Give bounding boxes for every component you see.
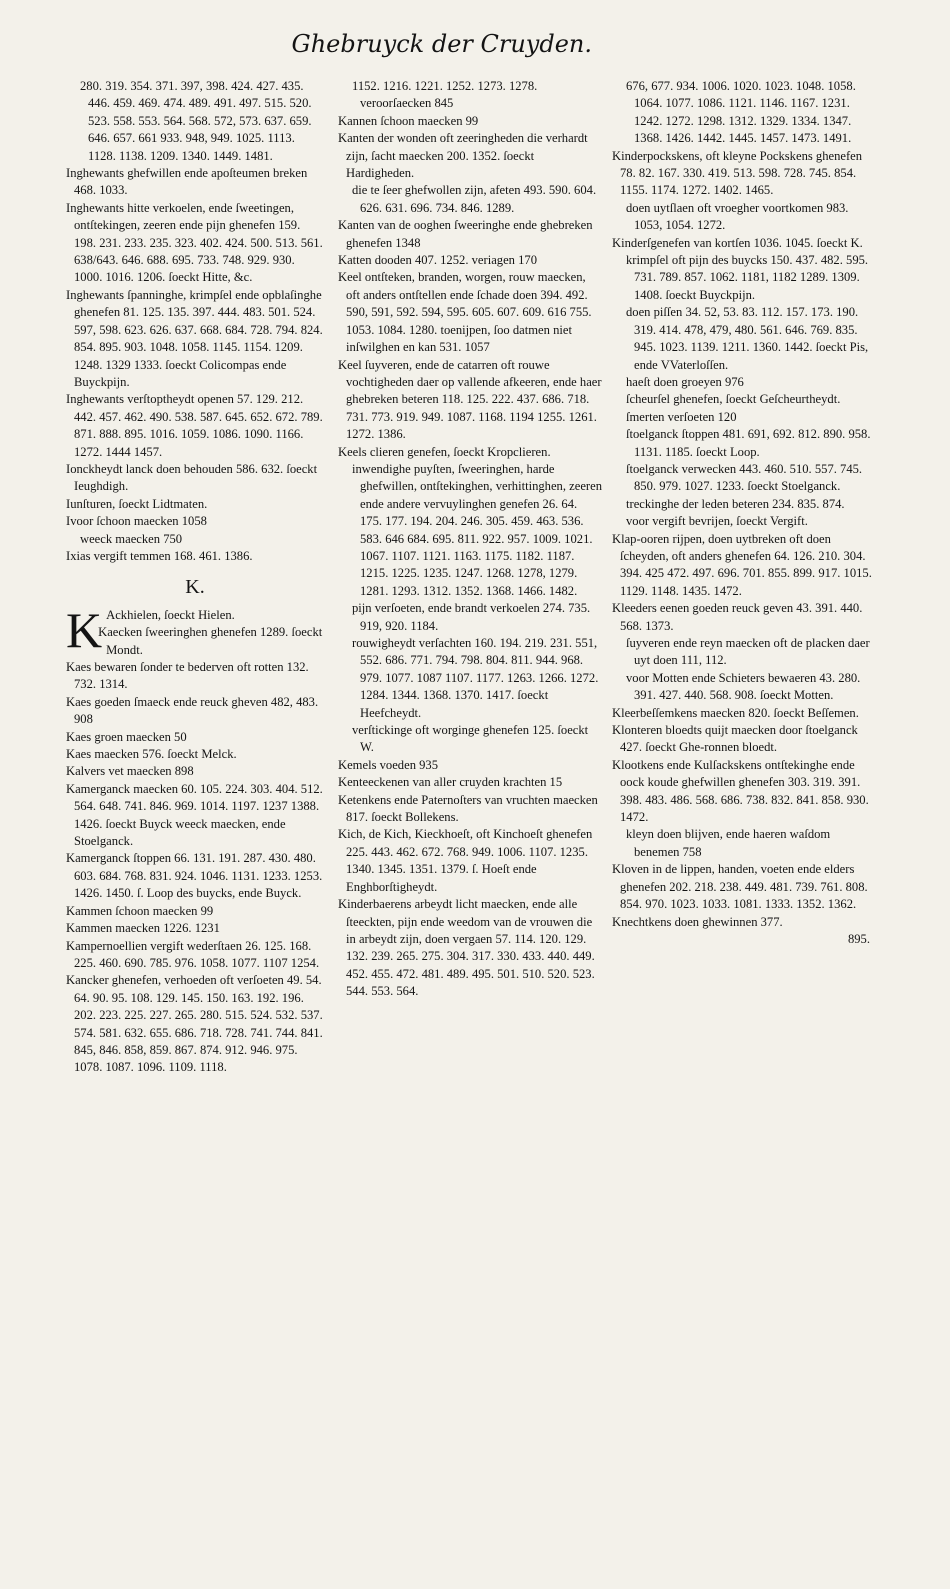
- index-entry-text: Kanten der wonden oft zeeringheden die verhardt zijn, ſacht maecken 200. 1352. ſoeckt Hardigheden.: [338, 131, 588, 181]
- index-entry-text: Klap-ooren rijpen, doen uytbreken oft doen ſcheyden, oft anders ghenefen 64. 126. 210. 304. 394. 425 472. 497. 696. 701. 855. 899. 917. 1015. 1129. 1148. 1435. 1472.: [612, 531, 872, 598]
- index-entry: [612, 861, 874, 913]
- index-entry: [612, 78, 874, 148]
- index-column-right: [612, 78, 874, 948]
- index-entry: [612, 635, 874, 670]
- index-entry-text: Keel ſuyveren, ende de catarren oft rouwe vochtigheden daer op vallende afkeeren, ende haer ghebreken beteren 118. 125. 222. 437. 686. 718. 731. 773. 919. 949. 1087. 1168. 1194 1255. 1261. 1272. 1386.: [338, 357, 602, 442]
- index-entry: [612, 531, 874, 601]
- index-entry: [66, 972, 324, 1076]
- index-entry: [66, 659, 324, 694]
- index-entry: [612, 148, 874, 200]
- index-entry-text: Kleerbeſſemkens maecken 820. ſoeckt Beſſemen.: [612, 705, 859, 720]
- index-entry: [612, 391, 874, 408]
- index-entry-text: Iunſturen, ſoeckt Lidtmaten.: [66, 496, 208, 511]
- index-entry-text: doen piſſen 34. 52, 53. 83. 112. 157. 173. 190. 319. 414. 478, 479, 480. 561. 646. 769. 835. 945. 1023. 1139. 1211. 1360. 1442. ſoeckt Pis, ende VVaterloſſen.: [626, 305, 869, 372]
- index-entry: [338, 600, 602, 635]
- index-entry-text: ſuyveren ende reyn maecken oft de placken daer uyt doen 111, 112.: [626, 636, 870, 668]
- index-entry-text: ſmerten verſoeten 120: [626, 409, 737, 424]
- index-entry-text: doen uytſlaen oft vroegher voortkomen 983. 1053, 1054. 1272.: [626, 200, 849, 233]
- index-entry: [338, 722, 602, 757]
- index-entry-text: Ionckheydt lanck doen behouden 586. 632. ſoeckt Ieughdigh.: [66, 461, 318, 494]
- index-entry-text: Kanten van de ooghen ſweeringhe ende ghebreken ghenefen 1348: [338, 218, 593, 250]
- index-entry: [612, 304, 874, 374]
- index-entry-text: Kamerganck maecken 60. 105. 224. 303. 404. 512. 564. 648. 741. 846. 969. 1014. 1197. 1237 1388. 1426. ſoeckt Buyck weeck maecken, ende Stoelganck.: [66, 781, 323, 849]
- index-entry-text: Kaes groen maecken 50: [66, 729, 187, 744]
- index-entry-text: 676, 677. 934. 1006. 1020. 1023. 1048. 1058. 1064. 1077. 1086. 1121. 1146. 1167. 1231. 1242. 1272. 1298. 1312. 1329. 1334. 1347. 1368. 1426. 1442. 1445. 1457. 1473. 1491.: [626, 79, 856, 146]
- index-entry: [338, 217, 602, 252]
- index-column-middle: [338, 78, 602, 1001]
- index-entry: [66, 461, 324, 496]
- index-entry: [612, 200, 874, 235]
- index-entry-text: Kloven in de lippen, handen, voeten ende elders ghenefen 202. 218. 238. 449. 481. 739. 761. 808. 854. 970. 1023. 1033. 1081. 1333. 1352. 1362.: [612, 862, 868, 912]
- index-entry: [612, 513, 874, 530]
- index-entry: [338, 113, 602, 130]
- index-entry: [66, 548, 324, 565]
- section-entry-list: [66, 601, 324, 1077]
- index-column-left: [66, 78, 324, 1077]
- index-entry-text: Kaes maecken 576. ſoeckt Melck.: [66, 747, 237, 762]
- index-entry-text: haeſt doen groeyen 976: [626, 374, 744, 389]
- index-entry-text: Ivoor ſchoon maecken 1058: [66, 514, 207, 529]
- entry-list: [66, 78, 324, 565]
- index-entry: [66, 200, 324, 287]
- index-entry-text: pijn verſoeten, ende brandt verkoelen 274. 735. 919, 920. 1184.: [352, 601, 591, 633]
- index-entry-text: weeck maecken 750: [80, 531, 183, 546]
- index-entry: [338, 792, 602, 827]
- index-entry-text: Keels clieren genefen, ſoeckt Kropclieren.: [338, 444, 551, 459]
- index-entry-text: Klootkens ende Kulſackskens ontſtekinghe ende oock koude ghefwillen ghenefen 303. 319. 391. 398. 483. 486. 568. 686. 738. 832. 841. 858. 930. 1472.: [612, 757, 869, 825]
- index-entry: [612, 426, 874, 461]
- index-entry: [612, 826, 874, 861]
- index-entry-text: ſcheurſel ghenefen, ſoeckt Geſcheurtheydt.: [626, 392, 841, 407]
- index-entry-text: Kaes goeden ſmaeck ende reuck gheven 482, 483. 908: [66, 694, 319, 727]
- index-entry: [338, 774, 602, 791]
- index-entry: [66, 729, 324, 746]
- index-entry-text: Kannen ſchoon maecken 99: [338, 113, 479, 128]
- index-entry-text: rouwigheydt verſachten 160. 194. 219. 231. 551, 552. 686. 771. 794. 798. 804. 811. 944. 968. 979. 1077. 1087 1107. 1177. 1263. 1266. 1272. 1284. 1344. 1368. 1370. 1417. ſoeckt Heefcheydt.: [352, 636, 599, 720]
- index-entry: [66, 920, 324, 937]
- index-entry: [66, 531, 324, 548]
- index-entry-text: treckinghe der leden beteren 234. 835. 874.: [626, 496, 845, 511]
- index-entry-text: Ixias vergift temmen 168. 461. 1386.: [66, 548, 253, 563]
- index-entry: [338, 635, 602, 722]
- index-entry: [66, 938, 324, 973]
- index-entry: [338, 78, 602, 113]
- index-entry-text: Keel ontſteken, branden, worgen, rouw maecken, oft anders ontſtellen ende ſchade doen 394. 492. 590, 591, 592. 594, 595. 605. 607. 609. 616 755. 1053. 1084. 1280. toenijpen, ſoo datmen niet inſwilghen en kan 531. 1057: [338, 270, 592, 355]
- index-entry-text: Inghewants verſtoptheydt openen 57. 129. 212. 442. 457. 462. 490. 538. 587. 645. 652. 672. 789. 871. 888. 895. 1016. 1059. 1086. 1090. 1166. 1272. 1444 1457.: [66, 392, 323, 459]
- index-entry-text: Kinderſgenefen van kortſen 1036. 1045. ſoeckt K.: [612, 235, 863, 250]
- index-entry: [66, 513, 324, 530]
- index-entry: [612, 722, 874, 757]
- index-entry-text: voor vergift bevrijen, ſoeckt Vergift.: [626, 514, 808, 529]
- index-entry: [66, 165, 324, 200]
- index-entry-text: die te ſeer ghefwollen zijn, afeten 493. 590. 604. 626. 631. 696. 734. 846. 1289.: [352, 183, 597, 215]
- index-entry: [338, 182, 602, 217]
- index-entry-text: Kancker ghenefen, verhoeden oft verſoeten 49. 54. 64. 90. 95. 108. 129. 145. 150. 163. 192. 196. 202. 223. 225. 227. 265. 280. 515. 524. 532. 537. 574. 581. 632. 655. 686. 718. 728. 741. 744. 841. 845, 846. 858, 859. 867. 874. 912. 946. 975. 1078. 1087. 1096. 1109. 1118.: [66, 973, 323, 1075]
- index-entry: [66, 903, 324, 920]
- drop-cap-letter: K: [66, 601, 103, 658]
- index-entry: [66, 763, 324, 780]
- section-letter: K.: [185, 576, 205, 599]
- index-entry-text: Ketenkens ende Paternoſters van vruchten maecken 817. ſoeckt Bollekens.: [338, 792, 598, 825]
- index-entry: [66, 496, 324, 513]
- index-entry: [66, 850, 324, 902]
- index-entry: [612, 461, 874, 496]
- index-entry-text: Katten dooden 407. 1252. veriagen 170: [338, 253, 538, 268]
- index-entry-text: Kinderpockskens, oft kleyne Pockskens ghenefen 78. 82. 167. 330. 419. 513. 598. 728. 745. 854. 1155. 1174. 1272. 1402. 1465.: [612, 148, 863, 198]
- index-entry: [612, 705, 874, 722]
- index-entry: [612, 374, 874, 391]
- index-entry: [612, 496, 874, 513]
- index-entry: [612, 252, 874, 304]
- index-entry: [612, 409, 874, 426]
- index-entry-text: Kalvers vet maecken 898: [66, 764, 194, 779]
- index-entry: [338, 896, 602, 1000]
- index-entry: [338, 357, 602, 444]
- index-entry-text: Kinderbaerens arbeydt licht maecken, ende alle ſteeckten, pijn ende weedom van de vrouwen die in arbeydt zijn, doen vergaen 57. 114. 120. 129. 132. 239. 265. 275. 304. 317. 330. 433. 440. 449. 452. 455. 472. 481. 489. 495. 501. 510. 520. 523. 544. 553. 564.: [338, 897, 595, 999]
- index-entry: [338, 461, 602, 600]
- index-entry-text: voor Motten ende Schieters bewaeren 43. 280. 391. 427. 440. 568. 908. ſoeckt Motten.: [626, 670, 861, 703]
- index-entry: [338, 252, 602, 269]
- index-entry: [66, 391, 324, 461]
- index-entry-text: Kammen maecken 1226. 1231: [66, 921, 220, 936]
- index-entry: [612, 235, 874, 252]
- index-entry-text: krimpſel oft pijn des buycks 150. 437. 482. 595. 731. 789. 857. 1062. 1181, 1182 1289. 1309. 1408. ſoeckt Buyckpijn.: [626, 253, 869, 302]
- index-entry: [66, 694, 324, 729]
- index-entry: [66, 781, 324, 851]
- catchword: 895.: [847, 931, 870, 946]
- index-entry: [66, 78, 324, 165]
- index-entry-text: Inghewants hitte verkoelen, ende ſweetingen, ontſtekingen, zeeren ende pijn ghenefen 159. 198. 231. 233. 235. 323. 402. 424. 500. 513. 561. 638/643. 646. 688. 695. 733. 748. 929. 930. 1000. 1016. 1206. ſoeckt Hitte, &c.: [66, 200, 323, 285]
- index-entry-text: Knechtkens doen ghewinnen 377.: [612, 914, 783, 929]
- index-entry: [338, 757, 602, 774]
- index-entry-text: Klonteren bloedts quijt maecken door ſtoelganck 427. ſoeckt Ghe-ronnen bloedt.: [612, 723, 858, 755]
- index-entry: [612, 670, 874, 705]
- index-entry-text: ſtoelganck ſtoppen 481. 691, 692. 812. 890. 958. 1131. 1185. ſoeckt Loop.: [626, 427, 871, 459]
- index-entry-text: inwendighe puyſten, ſweeringhen, harde ghefwillen, ontſtekinghen, verhittinghen, zeeren ende andere vervuylinghen genefen 26. 64. 175. 177. 194. 204. 246. 305. 459. 463. 536. 583. 646 684. 695. 811. 922. 957. 1009. 1021. 1067. 1107. 1121. 1163. 1175. 1182. 1187. 1215. 1225. 1235. 1247. 1268. 1278, 1279. 1281. 1293. 1312. 1352. 1368. 1466. 1482.: [352, 461, 602, 598]
- index-entry-text: Inghewants ſpanninghe, krimpſel ende opblaſinghe ghenefen 81. 125. 135. 397. 444. 483. 501. 524. 597, 598. 623. 626. 637. 668. 684. 728. 794. 824. 854. 895. 903. 1048. 1058. 1145. 1154. 1209. 1248. 1329 1333. ſoeckt Colicompas ende Buyckpijn.: [66, 287, 323, 389]
- index-entry-text: Kleeders eenen goeden reuck geven 43. 391. 440. 568. 1373.: [612, 601, 863, 633]
- index-entry-text: Ackhielen, ſoeckt Hielen.: [106, 607, 235, 622]
- index-entry: [612, 914, 874, 931]
- index-entry: [612, 757, 874, 827]
- index-entry-text: Kampernoellien vergift wederſtaen 26. 125. 168. 225. 460. 690. 785. 976. 1058. 1077. 1107 1254.: [66, 938, 320, 970]
- index-entry-text: Kamerganck ſtoppen 66. 131. 191. 287. 430. 480. 603. 684. 768. 831. 924. 1046. 1131. 1233. 1253. 1426. 1450. ſ. Loop des buycks, ende Buyck.: [66, 851, 323, 901]
- index-entry: [612, 600, 874, 635]
- entry-list: [612, 78, 874, 931]
- index-entry-text: Kaes bewaren ſonder te bederven oft rotten 132. 732. 1314.: [66, 660, 309, 692]
- index-entry-text: Kenteeckenen van aller cruyden krachten 15: [338, 775, 563, 790]
- index-entry-text: ſtoelganck verwecken 443. 460. 510. 557. 745. 850. 979. 1027. 1233. ſoeckt Stoelganck.: [626, 461, 863, 494]
- index-entry-text: Kich, de Kich, Kieckhoeſt, oft Kinchoeſt ghenefen 225. 443. 462. 672. 768. 949. 1006. 1107. 1235. 1340. 1345. 1351. 1379. ſ. Hoeſt ende Enghborſtigheydt.: [338, 827, 593, 894]
- index-entry-text: Kammen ſchoon maecken 99: [66, 903, 214, 918]
- running-title: Ghebruyck der Cruyden.: [291, 30, 592, 58]
- index-entry-text: Kaecken ſweeringhen ghenefen 1289. ſoeckt Mondt.: [98, 625, 323, 657]
- index-entry: [338, 269, 602, 356]
- index-entry: [66, 746, 324, 763]
- entry-list: [338, 78, 602, 1001]
- index-entry-text: verſtickinge oft worginge ghenefen 125. ſoeckt W.: [352, 723, 589, 755]
- index-entry: [66, 287, 324, 391]
- index-entry: [338, 826, 602, 896]
- index-entry-text: Kemels voeden 935: [338, 757, 439, 772]
- index-entry-text: 1152. 1216. 1221. 1252. 1273. 1278. veroorſaecken 845: [352, 79, 538, 111]
- index-entry: [66, 624, 324, 659]
- index-entry: [338, 130, 602, 182]
- index-entry-text: kleyn doen blijven, ende haeren waſdom benemen 758: [626, 827, 831, 859]
- index-entry: [338, 444, 602, 461]
- index-entry-text: Inghewants ghefwillen ende apoſteumen breken 468. 1033.: [66, 166, 308, 198]
- index-entry-text: 280. 319. 354. 371. 397, 398. 424. 427. 435. 446. 459. 469. 474. 489. 491. 497. 515. 520. 523. 558. 553. 564. 568. 572, 573. 637. 659. 646. 657. 661 933. 948, 949. 1025. 1113. 1128. 1138. 1209. 1340. 1449. 1481.: [80, 79, 312, 163]
